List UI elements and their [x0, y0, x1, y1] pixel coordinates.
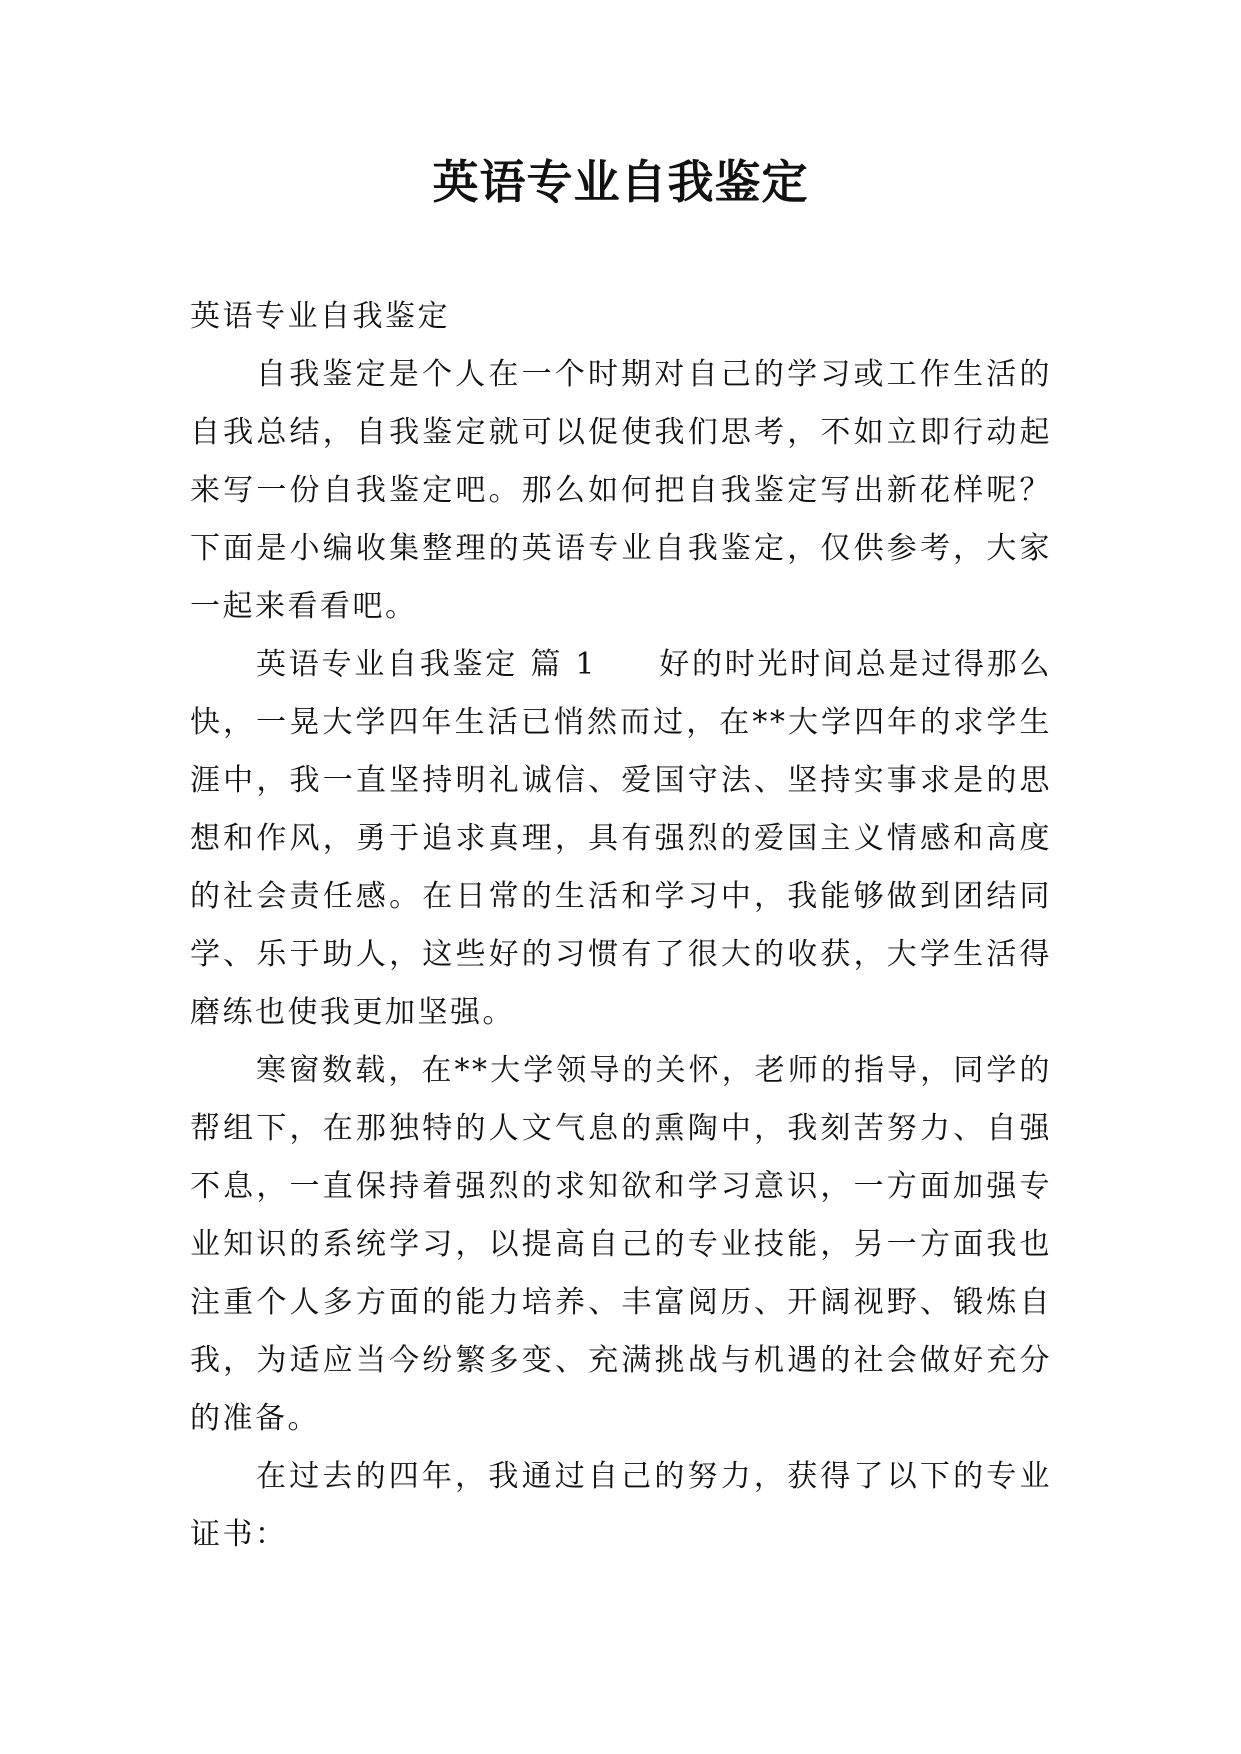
section-one-paragraph: [190, 636, 1052, 1042]
document-title: 英语专业自我鉴定: [432, 155, 809, 209]
document-body: [190, 288, 1052, 1564]
intro-paragraph: 自我鉴定是个人在一个时期对自己的学习或工作生活的自我总结，自我鉴定就可以促使我们思考，不如立即行动起来写一份自我鉴定吧。那么如何把自我鉴定写出新花样呢？下面是小编收集整理的英语专业自我鉴定，仅供参考，大家一起来看看吧。: [190, 357, 1052, 624]
paragraph-two: 寒窗数载，在**大学领导的关怀，老师的指导，同学的帮组下，在那独特的人文气息的熏陶中，我刻苦努力、自强不息，一直保持着强烈的求知欲和学习意识，一方面加强专业知识的系统学习，以提高自己的专业技能，另一方面我也注重个人多方面的能力培养、丰富阅历、开阔视野、锻炼自我，为适应当今纷繁多变、充满挑战与机遇的社会做好充分的准备。: [190, 1053, 1052, 1436]
paragraph-three: 在过去的四年，我通过自己的努力，获得了以下的专业证书：: [190, 1459, 1052, 1552]
section-heading: 英语专业自我鉴定 篇 1: [256, 647, 597, 682]
paragraph-one-text: 好的时光时间总是过得那么快，一晃大学四年生活已悄然而过，在**大学四年的求学生涯中，我一直坚持明礼诚信、爱国守法、坚持实事求是的思想和作风，勇于追求真理，具有强烈的爱国主义情感和高度的社会责任感。在日常的生活和学习中，我能够做到团结同学、乐于助人，这些好的习惯有了很大的收获，大学生活得磨练也使我更加坚强。: [190, 647, 1052, 1030]
document-subtitle: 英语专业自我鉴定: [190, 299, 450, 334]
